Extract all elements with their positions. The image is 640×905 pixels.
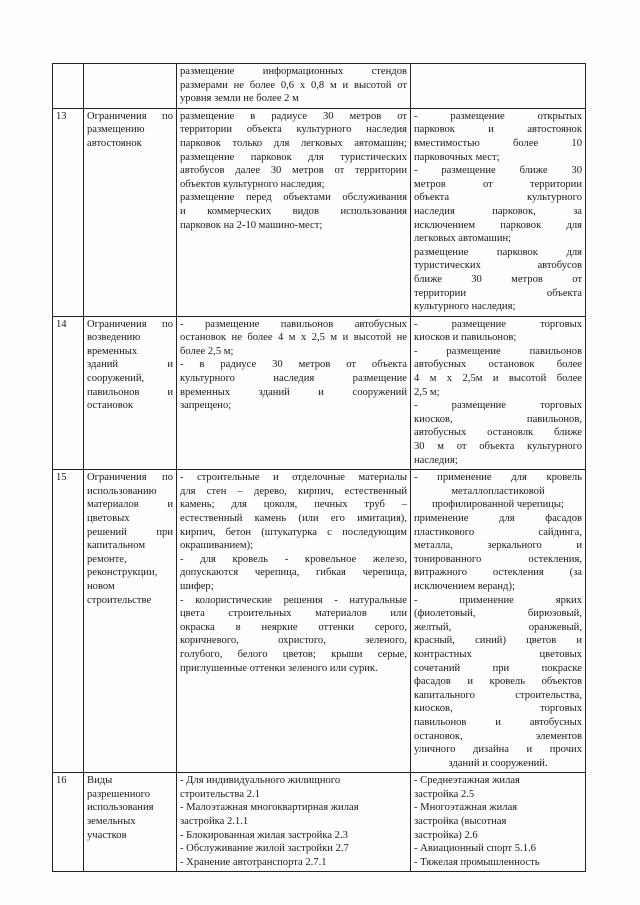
prohibited-line: застройка) 2.6	[414, 829, 478, 841]
prohibited-line: - Среднеэтажная жилая	[414, 775, 520, 787]
allowed-line: - размещение павильонов автобусных	[180, 318, 407, 330]
prohibited-line: исключением веранд);	[414, 580, 515, 592]
category-line: цветовых	[87, 513, 130, 524]
prohibited-line: остановок, элементов	[414, 730, 582, 742]
allowed-line: шифер;	[180, 580, 214, 592]
category-line: Ограничения по	[87, 472, 173, 484]
allowed-line: остановок не более 4 м x 2,5 м и высотой не	[180, 332, 407, 344]
prohibited-conditions	[411, 64, 586, 109]
category-line: Ограничения по	[87, 110, 173, 122]
prohibited-line: павильонов и автобусных	[414, 716, 582, 728]
table-row	[53, 773, 586, 872]
prohibited-line: применение для фасадов	[414, 513, 582, 524]
row-number: 13	[53, 108, 84, 316]
prohibited-line: - Тяжелая промышленность	[414, 856, 540, 868]
allowed-line: размерами не более 0,6 x 0,8 м и высотой от	[180, 79, 407, 91]
prohibited-line: объекта культурного	[414, 192, 582, 204]
allowed-line: размещение в радиусе 30 метров от	[180, 110, 407, 122]
allowed-line: - Малоэтажная многоквартирная жилая	[180, 802, 359, 814]
prohibited-line: металлопластиковой	[451, 485, 545, 497]
prohibited-line: пластикового сайдинга,	[414, 526, 582, 538]
allowed-line: приглушенные оттенки зеленого или сурик.	[180, 662, 378, 674]
prohibited-line: исключением парковок для	[414, 219, 582, 231]
prohibited-line: желтый, оранжевый,	[414, 621, 582, 633]
prohibited-line: металла, зеркального и	[414, 540, 582, 552]
prohibited-line: легковых автомашин;	[414, 233, 512, 245]
category-line: капитальном	[87, 540, 146, 552]
allowed-line: окрашиванием);	[180, 540, 254, 552]
restriction-category	[84, 773, 177, 872]
prohibited-line: (фиолетовый, бирюзовый,	[414, 608, 582, 620]
allowed-line: и коммерческих видов использования	[180, 205, 407, 217]
prohibited-line: парковочных мест;	[414, 151, 500, 163]
row-number: 14	[53, 316, 84, 470]
category-line: реконструкции,	[87, 567, 158, 579]
category-line: возведению	[87, 332, 141, 344]
allowed-conditions	[177, 470, 411, 773]
category-line: земельных	[87, 816, 136, 828]
prohibited-line: 2,5 м;	[414, 386, 440, 398]
category-line: размещению	[87, 124, 145, 136]
allowed-line: временных зданий и сооружений	[180, 386, 407, 398]
restriction-category	[84, 470, 177, 773]
allowed-line: застройка 2.1.1	[180, 816, 249, 828]
allowed-line: коричневого, охристого, зеленого,	[180, 635, 407, 647]
prohibited-line: туристических автобусов	[414, 260, 582, 272]
allowed-conditions	[177, 773, 411, 872]
allowed-line: парковок только для легковых автомашин;	[180, 137, 407, 149]
prohibited-conditions	[411, 316, 586, 470]
prohibited-conditions	[411, 470, 586, 773]
prohibited-line: сочетаний при покраске	[414, 662, 582, 674]
allowed-line: строительства 2.1	[180, 788, 260, 800]
row-number	[53, 64, 84, 109]
category-line: строительстве	[87, 594, 152, 606]
prohibited-line: капитального строительства,	[414, 689, 582, 701]
category-line: ремонте,	[87, 553, 127, 565]
prohibited-line: - применение ярких	[414, 594, 582, 606]
category-line: решений при	[87, 526, 173, 538]
prohibited-line: киосков, павильонов,	[414, 413, 582, 425]
prohibited-line: вместимостью более 10	[414, 137, 582, 149]
prohibited-conditions	[411, 108, 586, 316]
category-line: сооружений,	[87, 373, 145, 385]
prohibited-line: автобусных остановок более	[414, 359, 582, 371]
allowed-line: территории объекта культурного наследия	[180, 124, 407, 136]
prohibited-line: - размещение торговых	[414, 400, 582, 412]
prohibited-line: уличного дизайна и прочих	[414, 744, 582, 756]
allowed-conditions	[177, 108, 411, 316]
prohibited-line: - применение для кровель	[414, 472, 582, 484]
allowed-line: размещение перед объектами обслуживания	[180, 192, 407, 204]
allowed-line: объектов культурного наследия;	[180, 178, 325, 190]
allowed-line: запрещено;	[180, 400, 232, 412]
allowed-line: более 2,5 м;	[180, 345, 234, 357]
prohibited-line: - размещение павильонов	[414, 345, 582, 357]
allowed-line: кирпич, бетон (штукатурка с последующим	[180, 526, 407, 538]
allowed-line: - Обслуживание жилой застройки 2.7	[180, 843, 349, 855]
prohibited-line: - размещение торговых	[414, 318, 582, 330]
allowed-line: - колористические решения - натуральные	[180, 594, 407, 606]
prohibited-line: киосков и павильонов;	[414, 332, 517, 344]
allowed-conditions	[177, 64, 411, 109]
prohibited-line: застройка (высотная	[414, 816, 507, 828]
category-line: Ограничения по	[87, 318, 173, 330]
prohibited-line: тонированного остекления,	[414, 553, 582, 565]
allowed-line: голубого, белого цветов; крыши серые,	[180, 648, 407, 660]
allowed-line: культурного наследия размещение	[180, 373, 407, 385]
allowed-line: - для кровель - кровельное железо,	[180, 553, 407, 565]
category-line: остановок	[87, 400, 134, 412]
prohibited-line: - Авиационный спорт 5.1.6	[414, 843, 536, 855]
table-row	[53, 470, 586, 773]
allowed-line: - Хранение автотранспорта 2.7.1	[180, 856, 327, 868]
prohibited-line: культурного наследия;	[414, 301, 516, 313]
prohibited-line: контрастных цветовых	[414, 648, 582, 660]
prohibited-line: 4 м x 2,5м и высотой более	[414, 373, 582, 385]
allowed-line: естественный камень (или его имитация),	[180, 513, 407, 524]
table-row	[53, 64, 586, 109]
prohibited-line: наследия парковок, за	[414, 205, 582, 217]
category-line: Виды	[87, 775, 113, 787]
category-line: материалов и	[87, 499, 173, 511]
prohibited-line: автобусных остановлк ближе	[414, 427, 582, 439]
allowed-line: уровня земли не более 2 м	[180, 93, 299, 105]
category-line: участков	[87, 829, 127, 841]
table-row	[53, 316, 586, 470]
category-line: новом	[87, 580, 115, 592]
restriction-category	[84, 64, 177, 109]
allowed-line: окраска в неяркие оттенки серого,	[180, 621, 407, 633]
allowed-line: - в радиусе 30 метров от объекта	[180, 359, 407, 371]
prohibited-line: парковок и автостоянок	[414, 124, 582, 136]
category-line: павильонов и	[87, 386, 173, 398]
prohibited-line: ближе 30 метров от	[414, 273, 582, 285]
prohibited-line: киосков, торговых	[414, 703, 582, 715]
prohibited-line: красный, синий) цветов и	[414, 635, 582, 647]
prohibited-line: 30 м от объекта культурного	[414, 441, 582, 453]
row-number: 15	[53, 470, 84, 773]
prohibited-line: размещение парковок для	[414, 246, 582, 258]
allowed-line: для стен – дерево, кирпич, естественный	[180, 485, 407, 497]
table-row	[53, 108, 586, 316]
regulations-table	[52, 63, 586, 872]
prohibited-line: метров от территории	[414, 178, 582, 190]
prohibited-line: территории объекта	[414, 287, 582, 299]
allowed-line: автобусов далее 30 метров от территории	[180, 165, 407, 177]
allowed-line: размещение парковок для туристических	[180, 151, 407, 163]
restriction-category	[84, 316, 177, 470]
category-line: автостоянок	[87, 137, 142, 149]
prohibited-line: - размещение открытых	[414, 110, 582, 122]
prohibited-line: наследия;	[414, 454, 458, 466]
prohibited-line: - размещение ближе 30	[414, 165, 582, 177]
row-number: 16	[53, 773, 84, 872]
prohibited-line: витражного остекления (за	[414, 567, 582, 579]
category-line: зданий и	[87, 359, 173, 371]
allowed-line: размещение информационных стендов	[180, 66, 407, 77]
prohibited-line: - Многоэтажная жилая	[414, 802, 518, 814]
allowed-line: цвета строительных материалов или	[180, 608, 407, 620]
prohibited-line: профилированной черепицы;	[432, 499, 564, 511]
allowed-line: - Блокированная жилая застройка 2.3	[180, 829, 348, 841]
allowed-line: допускаются черепица, гибкая черепица,	[180, 567, 407, 579]
prohibited-line: застройка 2.5	[414, 788, 475, 800]
allowed-line: камень; для цоколя, печных труб –	[180, 499, 407, 511]
prohibited-conditions	[411, 773, 586, 872]
category-line: разрешенного	[87, 788, 151, 800]
restriction-category	[84, 108, 177, 316]
allowed-conditions	[177, 316, 411, 470]
prohibited-line: фасадов и кровель объектов	[414, 676, 582, 688]
prohibited-line: зданий и сооружений.	[448, 757, 548, 769]
category-line: использованию	[87, 485, 157, 497]
category-line: временных	[87, 345, 138, 357]
allowed-line: парковок на 2-10 машино-мест;	[180, 219, 323, 231]
category-line: использования	[87, 802, 154, 814]
allowed-line: - строительные и отделочные материалы	[180, 472, 407, 484]
allowed-line: - Для индивидуального жилищного	[180, 775, 341, 787]
